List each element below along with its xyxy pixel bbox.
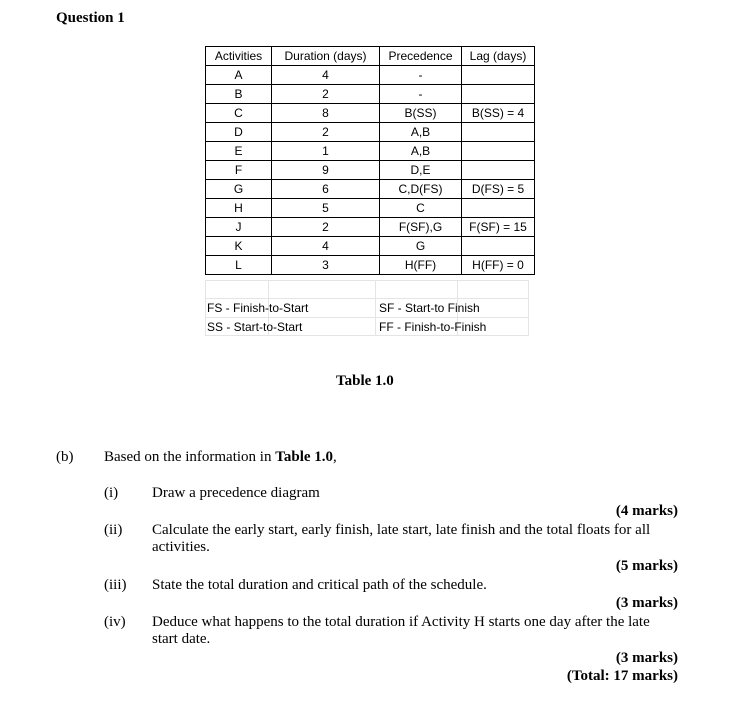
- header-activities: Activities: [206, 47, 272, 66]
- cell-lag: [462, 161, 535, 180]
- item-iii-number: (iii): [104, 577, 127, 593]
- cell-activity: B: [206, 85, 272, 104]
- table-row: [206, 161, 535, 180]
- header-duration: Duration (days): [272, 47, 380, 66]
- cell-lag: [462, 142, 535, 161]
- legend-ff: FF - Finish-to-Finish: [379, 320, 487, 334]
- cell-duration: 9: [272, 161, 380, 180]
- table-row: [206, 142, 535, 161]
- cell-precedence: H(FF): [380, 256, 462, 275]
- total-marks: (Total: 17 marks): [566, 668, 678, 684]
- cell-lag: [462, 123, 535, 142]
- cell-activity: K: [206, 237, 272, 256]
- cell-activity: H: [206, 199, 272, 218]
- cell-precedence: F(SF),G: [380, 218, 462, 237]
- item-i-marks: (4 marks): [615, 503, 678, 519]
- cell-duration: 5: [272, 199, 380, 218]
- table-row: [206, 199, 535, 218]
- cell-lag: B(SS) = 4: [462, 104, 535, 123]
- cell-activity: D: [206, 123, 272, 142]
- legend-fs: FS - Finish-to-Start: [207, 301, 309, 315]
- cell-lag: F(SF) = 15: [462, 218, 535, 237]
- cell-precedence: B(SS): [380, 104, 462, 123]
- cell-precedence: G: [380, 237, 462, 256]
- cell-precedence: A,B: [380, 142, 462, 161]
- cell-precedence: D,E: [380, 161, 462, 180]
- legend-sf: SF - Start-to Finish: [379, 301, 480, 315]
- table-row: [206, 256, 535, 275]
- cell-lag: H(FF) = 0: [462, 256, 535, 275]
- cell-lag: [462, 85, 535, 104]
- table-row: [206, 123, 535, 142]
- cell-precedence: -: [380, 66, 462, 85]
- cell-precedence: C: [380, 199, 462, 218]
- cell-duration: 2: [272, 218, 380, 237]
- cell-duration: 2: [272, 85, 380, 104]
- cell-activity: C: [206, 104, 272, 123]
- table-caption: Table 1.0: [336, 373, 394, 389]
- cell-lag: [462, 237, 535, 256]
- activities-table: [205, 46, 535, 275]
- cell-lag: [462, 66, 535, 85]
- cell-activity: F: [206, 161, 272, 180]
- item-iv-number: (iv): [104, 614, 126, 630]
- cell-activity: G: [206, 180, 272, 199]
- cell-duration: 1: [272, 142, 380, 161]
- item-iii-marks: (3 marks): [615, 595, 678, 611]
- item-ii-marks: (5 marks): [615, 558, 678, 574]
- cell-duration: 2: [272, 123, 380, 142]
- part-b-label: (b): [56, 449, 74, 465]
- table-header-row: [206, 47, 535, 66]
- item-iii-text: State the total duration and critical path of the schedule.: [152, 577, 487, 593]
- item-iv-text: Deduce what happens to the total duration if Activity H starts one day after the late start date.: [152, 614, 650, 647]
- cell-precedence: A,B: [380, 123, 462, 142]
- intro-text: Based on the information in: [104, 449, 276, 465]
- cell-activity: J: [206, 218, 272, 237]
- intro-suffix: ,: [333, 449, 337, 465]
- item-i-text: Draw a precedence diagram: [152, 485, 320, 501]
- cell-activity: A: [206, 66, 272, 85]
- question-title: Question 1: [56, 10, 125, 26]
- intro-table-ref: Table 1.0: [275, 449, 334, 465]
- cell-precedence: -: [380, 85, 462, 104]
- item-ii-text: Calculate the early start, early finish, late start, late finish and the total floats for all activities.: [152, 522, 651, 555]
- cell-duration: 4: [272, 237, 380, 256]
- legend-ss: SS - Start-to-Start: [207, 320, 303, 334]
- cell-duration: 6: [272, 180, 380, 199]
- table-row: [206, 85, 535, 104]
- header-lag: Lag (days): [462, 47, 535, 66]
- dependency-legend: [205, 280, 529, 336]
- table-row: [206, 237, 535, 256]
- cell-lag: D(FS) = 5: [462, 180, 535, 199]
- table-row: [206, 66, 535, 85]
- cell-duration: 3: [272, 256, 380, 275]
- table-row: [206, 180, 535, 199]
- cell-duration: 8: [272, 104, 380, 123]
- cell-duration: 4: [272, 66, 380, 85]
- cell-activity: L: [206, 256, 272, 275]
- cell-activity: E: [206, 142, 272, 161]
- cell-lag: [462, 199, 535, 218]
- item-iv-marks: (3 marks): [615, 650, 678, 666]
- table-row: [206, 104, 535, 123]
- table-row: [206, 218, 535, 237]
- cell-precedence: C,D(FS): [380, 180, 462, 199]
- header-precedence: Precedence: [380, 47, 462, 66]
- item-i-number: (i): [104, 485, 119, 501]
- part-b-intro: [104, 449, 337, 466]
- item-ii-number: (ii): [104, 522, 123, 538]
